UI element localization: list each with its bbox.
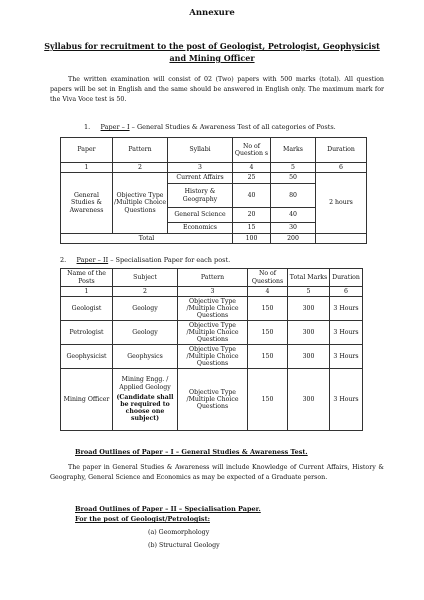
marks-cell: 80: [271, 184, 316, 208]
section-2-heading: [60, 256, 230, 264]
outline-1-heading: Broad Outlines of Paper – I – General Studies & Awareness Test.: [75, 448, 308, 456]
section-1-label: Paper – I: [100, 123, 130, 131]
topic-item: (a) Geomorphology: [148, 529, 210, 536]
table-row: [61, 345, 363, 369]
column-number: 2: [113, 287, 178, 297]
topic-item: (b) Structural Geology: [148, 542, 220, 549]
subject-cell: Geophysics: [113, 345, 178, 369]
table-header: Syllabi: [168, 138, 233, 163]
total-marks: 200: [271, 234, 316, 244]
questions-cell: 20: [233, 208, 271, 223]
pattern-cell: Objective Type /Multiple Choice Questions: [178, 345, 248, 369]
table-header: Total Marks: [288, 269, 330, 287]
pattern-cell: Objective Type /Multiple Choice Questions: [178, 321, 248, 345]
duration-cell: 3 Hours: [330, 345, 363, 369]
marks-cell: 300: [288, 345, 330, 369]
questions-cell: 40: [233, 184, 271, 208]
marks-cell: 300: [288, 369, 330, 431]
subject-cell: Geology: [113, 321, 178, 345]
section-2-number: 2.: [60, 256, 67, 264]
post-cell: Petrologist: [61, 321, 113, 345]
total-row: [61, 234, 367, 244]
syllabi-cell: Economics: [168, 223, 233, 234]
marks-cell: 300: [288, 321, 330, 345]
subject-text: Mining Engg. / Applied Geology: [119, 376, 171, 391]
column-number: 4: [248, 287, 288, 297]
syllabi-cell: Current Affairs: [168, 173, 233, 184]
pattern-cell: Objective Type /Multiple Choice Questions: [178, 297, 248, 321]
section-1-number: 1.: [84, 123, 91, 131]
column-number: 1: [61, 287, 113, 297]
column-number: 6: [330, 287, 363, 297]
table-header: Subject: [113, 269, 178, 287]
post-cell: Geologist: [61, 297, 113, 321]
column-number: 3: [168, 163, 233, 173]
questions-cell: 150: [248, 345, 288, 369]
column-number: 1: [61, 163, 113, 173]
marks-cell: 300: [288, 297, 330, 321]
section-2-label: Paper – II: [76, 256, 109, 264]
table-row: [61, 173, 367, 184]
pattern-cell: Objective Type /Multiple Choice Questions: [178, 369, 248, 431]
table-row: [61, 321, 363, 345]
post-cell: Mining Officer: [61, 369, 113, 431]
duration-cell: 3 Hours: [330, 369, 363, 431]
outline-2-heading: Broad Outlines of Paper – II – Specialisation Paper.: [75, 505, 261, 513]
paper-2-table: [60, 268, 363, 431]
outline-2-subheading: For the post of Geologist/Petrologist:: [75, 515, 210, 523]
syllabus-title: Syllabus for recruitment to the post of Geologist, Petrologist, Geophysicist and Mining Officer: [44, 41, 380, 63]
column-number: 6: [316, 163, 367, 173]
duration-cell: 3 Hours: [330, 297, 363, 321]
section-2-text: – Specialisation Paper for each post.: [108, 256, 231, 264]
table-header: Pattern: [113, 138, 168, 163]
duration-cell: 3 Hours: [330, 321, 363, 345]
table-row: [61, 369, 363, 431]
questions-cell: 150: [248, 297, 288, 321]
questions-cell: 150: [248, 321, 288, 345]
marks-cell: 40: [271, 208, 316, 223]
intro-paragraph: The written examination will consist of 02 (Two) papers with 500 marks (total). All question papers will be set in English and the same should be answered in English only. The maximum mark for the Viva Voce test is 50.: [50, 76, 384, 103]
subject-cell: [113, 369, 178, 431]
syllabi-cell: History & Geography: [168, 184, 233, 208]
table-header: Name of the Posts: [61, 269, 113, 287]
column-number: 5: [288, 287, 330, 297]
empty-cell: [316, 234, 367, 244]
pattern-cell: Objective Type /Multiple Choice Questions: [113, 173, 168, 234]
table-header: No of Question s: [233, 138, 271, 163]
table-row: [61, 297, 363, 321]
table-header: Duration: [330, 269, 363, 287]
section-1-heading: [84, 123, 336, 131]
column-number: 4: [233, 163, 271, 173]
outline-1-paragraph: The paper in General Studies & Awareness will include Knowledge of Current Affairs, History & Geography, General Science and Economics as may be expected of a Graduate person.: [50, 464, 384, 481]
column-number: 2: [113, 163, 168, 173]
questions-cell: 150: [248, 369, 288, 431]
duration-cell: 2 hours: [316, 173, 367, 234]
total-questions: 100: [233, 234, 271, 244]
paper-1-table: [60, 137, 367, 244]
marks-cell: 50: [271, 173, 316, 184]
paper-cell: General Studies & Awareness: [61, 173, 113, 234]
column-number: 5: [271, 163, 316, 173]
table-header-row: [61, 138, 367, 163]
post-cell: Geophysicist: [61, 345, 113, 369]
subject-cell: Geology: [113, 297, 178, 321]
questions-cell: 15: [233, 223, 271, 234]
table-header-row: [61, 269, 363, 287]
table-header: Pattern: [178, 269, 248, 287]
marks-cell: 30: [271, 223, 316, 234]
column-number-row: [61, 287, 363, 297]
table-header: Duration: [316, 138, 367, 163]
column-number-row: [61, 163, 367, 173]
annexure-heading: Annexure: [189, 8, 235, 18]
table-header: Paper: [61, 138, 113, 163]
section-1-text: – General Studies & Awareness Test of all categories of Posts.: [129, 123, 336, 131]
questions-cell: 25: [233, 173, 271, 184]
total-label: Total: [61, 234, 233, 244]
syllabi-cell: General Science: [168, 208, 233, 223]
column-number: 3: [178, 287, 248, 297]
subject-note: (Candidate shall be required to choose one subject): [116, 393, 174, 423]
table-header: No of Questions: [248, 269, 288, 287]
table-header: Marks: [271, 138, 316, 163]
